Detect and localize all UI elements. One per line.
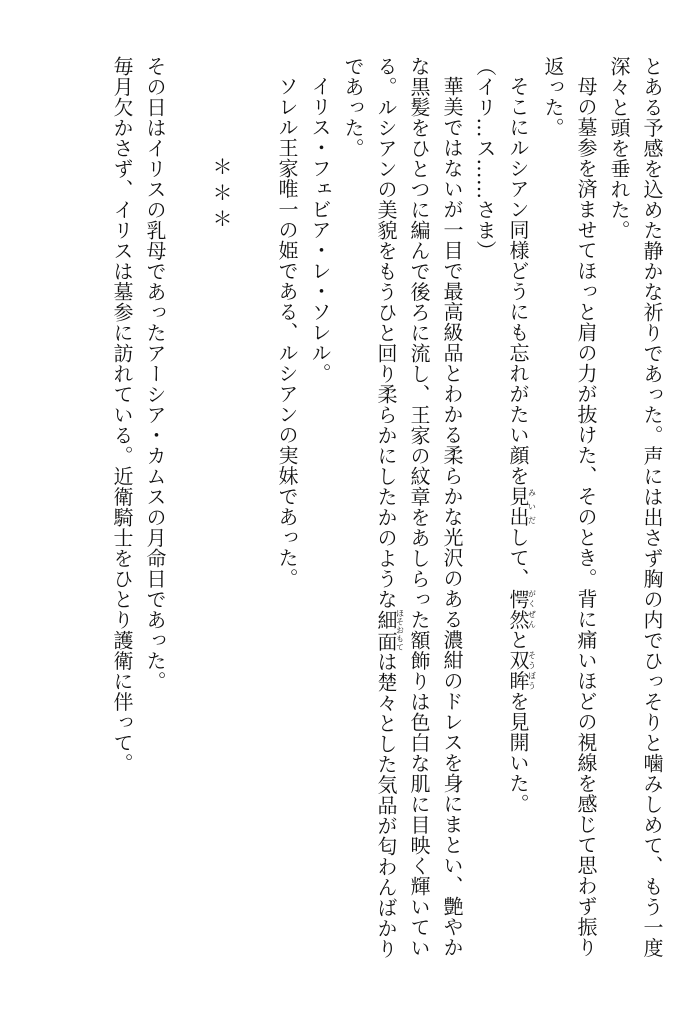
- paragraph-5-part-b: は楚々とした気品が匂わんばかりであった。: [341, 56, 398, 959]
- ruby-hosoomote: [374, 609, 405, 652]
- scene-separator: ＊＊＊: [209, 156, 233, 234]
- paragraph-5-part-a: 華美ではないが一目で最高級品とわかる柔らかな光沢のある濃紺のドレスを身にまとい、艶やかな黒髪をひとつに編んで後ろに流し、王家の紋章をあしらった額飾りは色白な肌に目映く輝いている。ルシアンの美貌をもうひと回り柔らかにしたかのような: [374, 56, 464, 958]
- paragraph-5: [336, 56, 468, 976]
- ruby-gakuzen-base: 愕然: [506, 588, 530, 630]
- vertical-text-body: [105, 56, 668, 976]
- ruby-soubou-reading: そうぼう: [527, 650, 537, 691]
- ruby-soubou-base: 双眸: [506, 650, 530, 691]
- paragraph-6-name: イリス・フェビア・レ・ソレル。: [308, 76, 332, 384]
- blank-line-2: [171, 56, 204, 976]
- ruby-gakuzen-reading: がくぜん: [527, 588, 537, 630]
- paragraph-4-inner-thought: （イリ…ス……さま）: [473, 56, 497, 261]
- ruby-hosoomote-reading: ほそおもて: [395, 609, 405, 652]
- paragraph-9: 毎月欠かさず、イリスは墓参に訪れている。近衛騎士をひとり護衛に伴って。: [110, 56, 134, 774]
- paragraph-1: とある予感を込めた静かな祈りであった。声には出さず胸の内でひっそりと噛みしめて、もう一度深々と頭を垂れた。: [607, 56, 664, 958]
- paragraph-3-part-c: と: [506, 629, 530, 650]
- paragraph-2: 母の墓参を済ませてほっと肩の力が抜けた、そのとき。背に痛いほどの視線を感じて思わず振り返った。: [541, 56, 598, 958]
- ruby-soubou: [506, 650, 537, 691]
- ruby-miidashi-base: 見出: [506, 486, 530, 527]
- blank-line: [237, 56, 270, 976]
- ruby-miidashi: [506, 486, 537, 527]
- ruby-gakuzen: [506, 588, 537, 630]
- ruby-miidashi-reading: みいだ: [527, 486, 537, 527]
- paragraph-3: [501, 56, 536, 976]
- paragraph-3-part-a: そこにルシアン同様どうにも忘れがたい顔を: [506, 76, 530, 486]
- paragraph-7: ソレル王家唯一の姫である、ルシアンの実妹であった。: [275, 76, 299, 589]
- paragraph-8: その日はイリスの乳母であったアーシア・カムスの月命日であった。: [143, 56, 167, 692]
- paragraph-3-part-d: を見開いた。: [506, 691, 530, 814]
- ruby-hosoomote-base: 細面: [374, 609, 398, 652]
- paragraph-3-part-b: して、: [506, 527, 530, 589]
